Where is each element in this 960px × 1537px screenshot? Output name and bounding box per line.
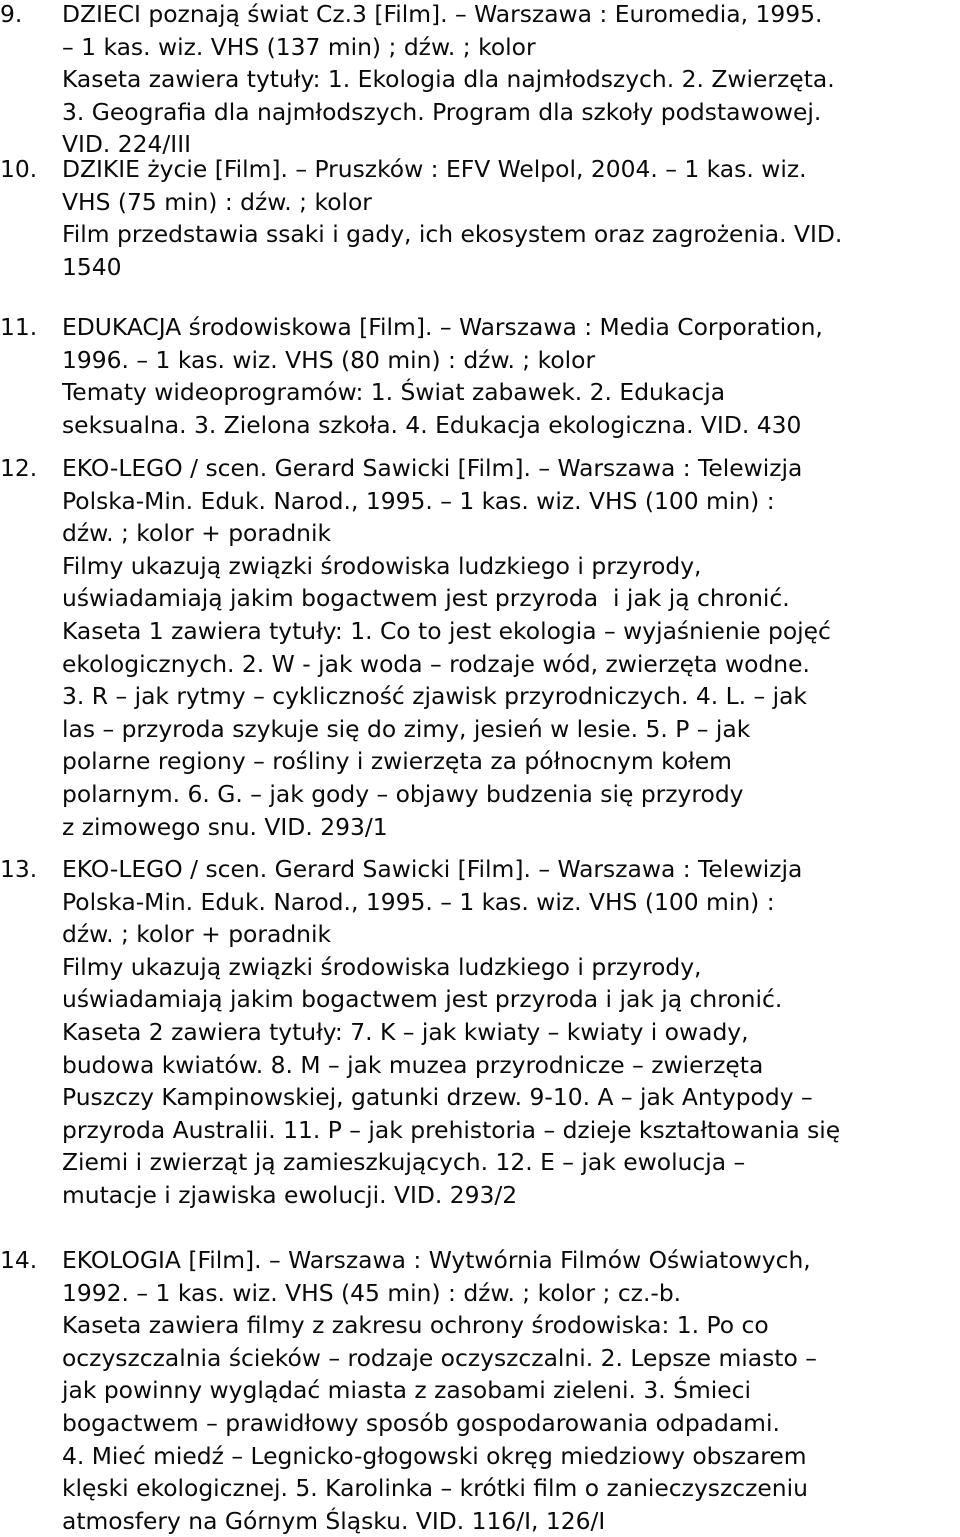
entry-text-line: jak powinny wyglądać miasta z zasobami zieleni. 3. Śmieci xyxy=(62,1376,752,1405)
entry-text-line: 1540 xyxy=(62,252,122,281)
entry-number: 14. xyxy=(0,1246,38,1274)
entry-text-line: Tematy wideoprogramów: 1. Świat zabawek. 2. Edukacja xyxy=(62,378,726,407)
entry-text-line: Kaseta 2 zawiera tytuły: 7. K – jak kwiaty – kwiaty i owady, xyxy=(62,1018,749,1046)
entry-text-line: budowa kwiatów. 8. M – jak muzea przyrodnicze – zwierzęta xyxy=(62,1050,764,1079)
entry-text-line: polarnym. 6. G. – jak gody – objawy budzenia się przyrody xyxy=(62,780,744,808)
entry-text-line: 1992. – 1 kas. wiz. VHS (45 min) : dźw. ; kolor ; cz.-b. xyxy=(62,1278,682,1307)
entry-text-line: Ziemi i zwierząt ją zamieszkujących. 12. E – jak ewolucja – xyxy=(62,1148,746,1177)
entry-text-line: VHS (75 min) : dźw. ; kolor xyxy=(62,187,372,216)
entry-text-line: mutacje i zjawiska ewolucji. VID. 293/2 xyxy=(62,1181,518,1209)
entry-text-line: Polska-Min. Eduk. Narod., 1995. – 1 kas. wiz. VHS (100 min) : xyxy=(62,887,775,916)
entry-text-line: 1996. – 1 kas. wiz. VHS (80 min) : dźw. ; kolor xyxy=(62,345,596,374)
entry-text-line: oczyszczalnia ścieków – rodzaje oczyszczalni. 2. Lepsze miasto – xyxy=(62,1343,817,1372)
entry-text-line: – 1 kas. wiz. VHS (137 min) ; dźw. ; kolor xyxy=(62,32,536,61)
entry-text-line: atmosfery na Górnym Śląsku. VID. 116/I, 126/I xyxy=(62,1506,606,1535)
entry-text-line: Kaseta zawiera filmy z zakresu ochrony środowiska: 1. Po co xyxy=(62,1311,769,1340)
entry-text-line: 3. Geografia dla najmłodszych. Program dla szkoły podstawowej. xyxy=(62,97,822,126)
entry-number: 12. xyxy=(0,454,38,482)
entry-text-line: EDUKACJA środowiskowa [Film]. – Warszawa : Media Corporation, xyxy=(62,313,823,341)
entry-text-line: Puszczy Kampinowskiej, gatunki drzew. 9-10. A – jak Antypody – xyxy=(62,1083,813,1112)
entry-text-line: bogactwem – prawidłowy sposób gospodarowania odpadami. xyxy=(62,1409,780,1437)
entry-text-line: uświadamiają jakim bogactwem jest przyroda i jak ją chronić. xyxy=(62,584,790,613)
entry-text-line: ekologicznych. 2. W - jak woda – rodzaje wód, zwierzęta wodne. xyxy=(62,649,810,678)
entry-text-line: Kaseta 1 zawiera tytuły: 1. Co to jest ekologia – wyjaśnienie pojęć xyxy=(62,617,831,645)
entry-text-line: uświadamiają jakim bogactwem jest przyroda i jak ją chronić. xyxy=(62,985,783,1014)
entry-text-line: dźw. ; kolor + poradnik xyxy=(62,519,332,548)
entry-text-line: Kaseta zawiera tytuły: 1. Ekologia dla najmłodszych. 2. Zwierzęta. xyxy=(62,65,835,94)
entry-text-line: klęski ekologicznej. 5. Karolinka – krótki film o zanieczyszczeniu xyxy=(62,1474,808,1503)
entry-text-line: las – przyroda szykuje się do zimy, jesień w lesie. 5. P – jak xyxy=(62,714,751,743)
entry-text-line: DZIECI poznają świat Cz.3 [Film]. – Warszawa : Euromedia, 1995. xyxy=(62,0,823,28)
entry-text-line: Filmy ukazują związki środowiska ludzkiego i przyrody, xyxy=(62,551,702,580)
entry-text-line: 4. Mieć miedź – Legnicko-głogowski okręg miedziowy obszarem xyxy=(62,1441,807,1470)
entry-text-line: Filmy ukazują związki środowiska ludzkiego i przyrody, xyxy=(62,952,702,981)
entry-text-line: Film przedstawia ssaki i gady, ich ekosystem oraz zagrożenia. VID. xyxy=(62,220,843,249)
entry-text-line: EKO-LEGO / scen. Gerard Sawicki [Film]. – Warszawa : Telewizja xyxy=(62,855,803,883)
entry-text-line: dźw. ; kolor + poradnik xyxy=(62,920,332,949)
entry-number: 11. xyxy=(0,313,38,341)
entry-text-line: EKO-LEGO / scen. Gerard Sawicki [Film]. – Warszawa : Telewizja xyxy=(62,454,803,482)
entry-text-line: VID. 224/III xyxy=(62,130,192,159)
entry-number: 10. xyxy=(0,155,38,183)
entry-text-line: z zimowego snu. VID. 293/1 xyxy=(62,812,388,841)
entry-text-line: 3. R – jak rytmy – cykliczność zjawisk przyrodniczych. 4. L. – jak xyxy=(62,682,807,711)
entry-number: 9. xyxy=(0,0,23,28)
entry-text-line: DZIKIE życie [Film]. – Pruszków : EFV Welpol, 2004. – 1 kas. wiz. xyxy=(62,155,807,183)
entry-number: 13. xyxy=(0,855,38,883)
entry-text-line: seksualna. 3. Zielona szkoła. 4. Edukacja ekologiczna. VID. 430 xyxy=(62,410,802,439)
entry-text-line: EKOLOGIA [Film]. – Warszawa : Wytwórnia Filmów Oświatowych, xyxy=(62,1246,811,1274)
entry-text-line: Polska-Min. Eduk. Narod., 1995. – 1 kas. wiz. VHS (100 min) : xyxy=(62,486,775,515)
entry-text-line: polarne regiony – rośliny i zwierzęta za północnym kołem xyxy=(62,747,732,776)
entry-text-line: przyroda Australii. 11. P – jak prehistoria – dzieje kształtowania się xyxy=(62,1115,841,1144)
